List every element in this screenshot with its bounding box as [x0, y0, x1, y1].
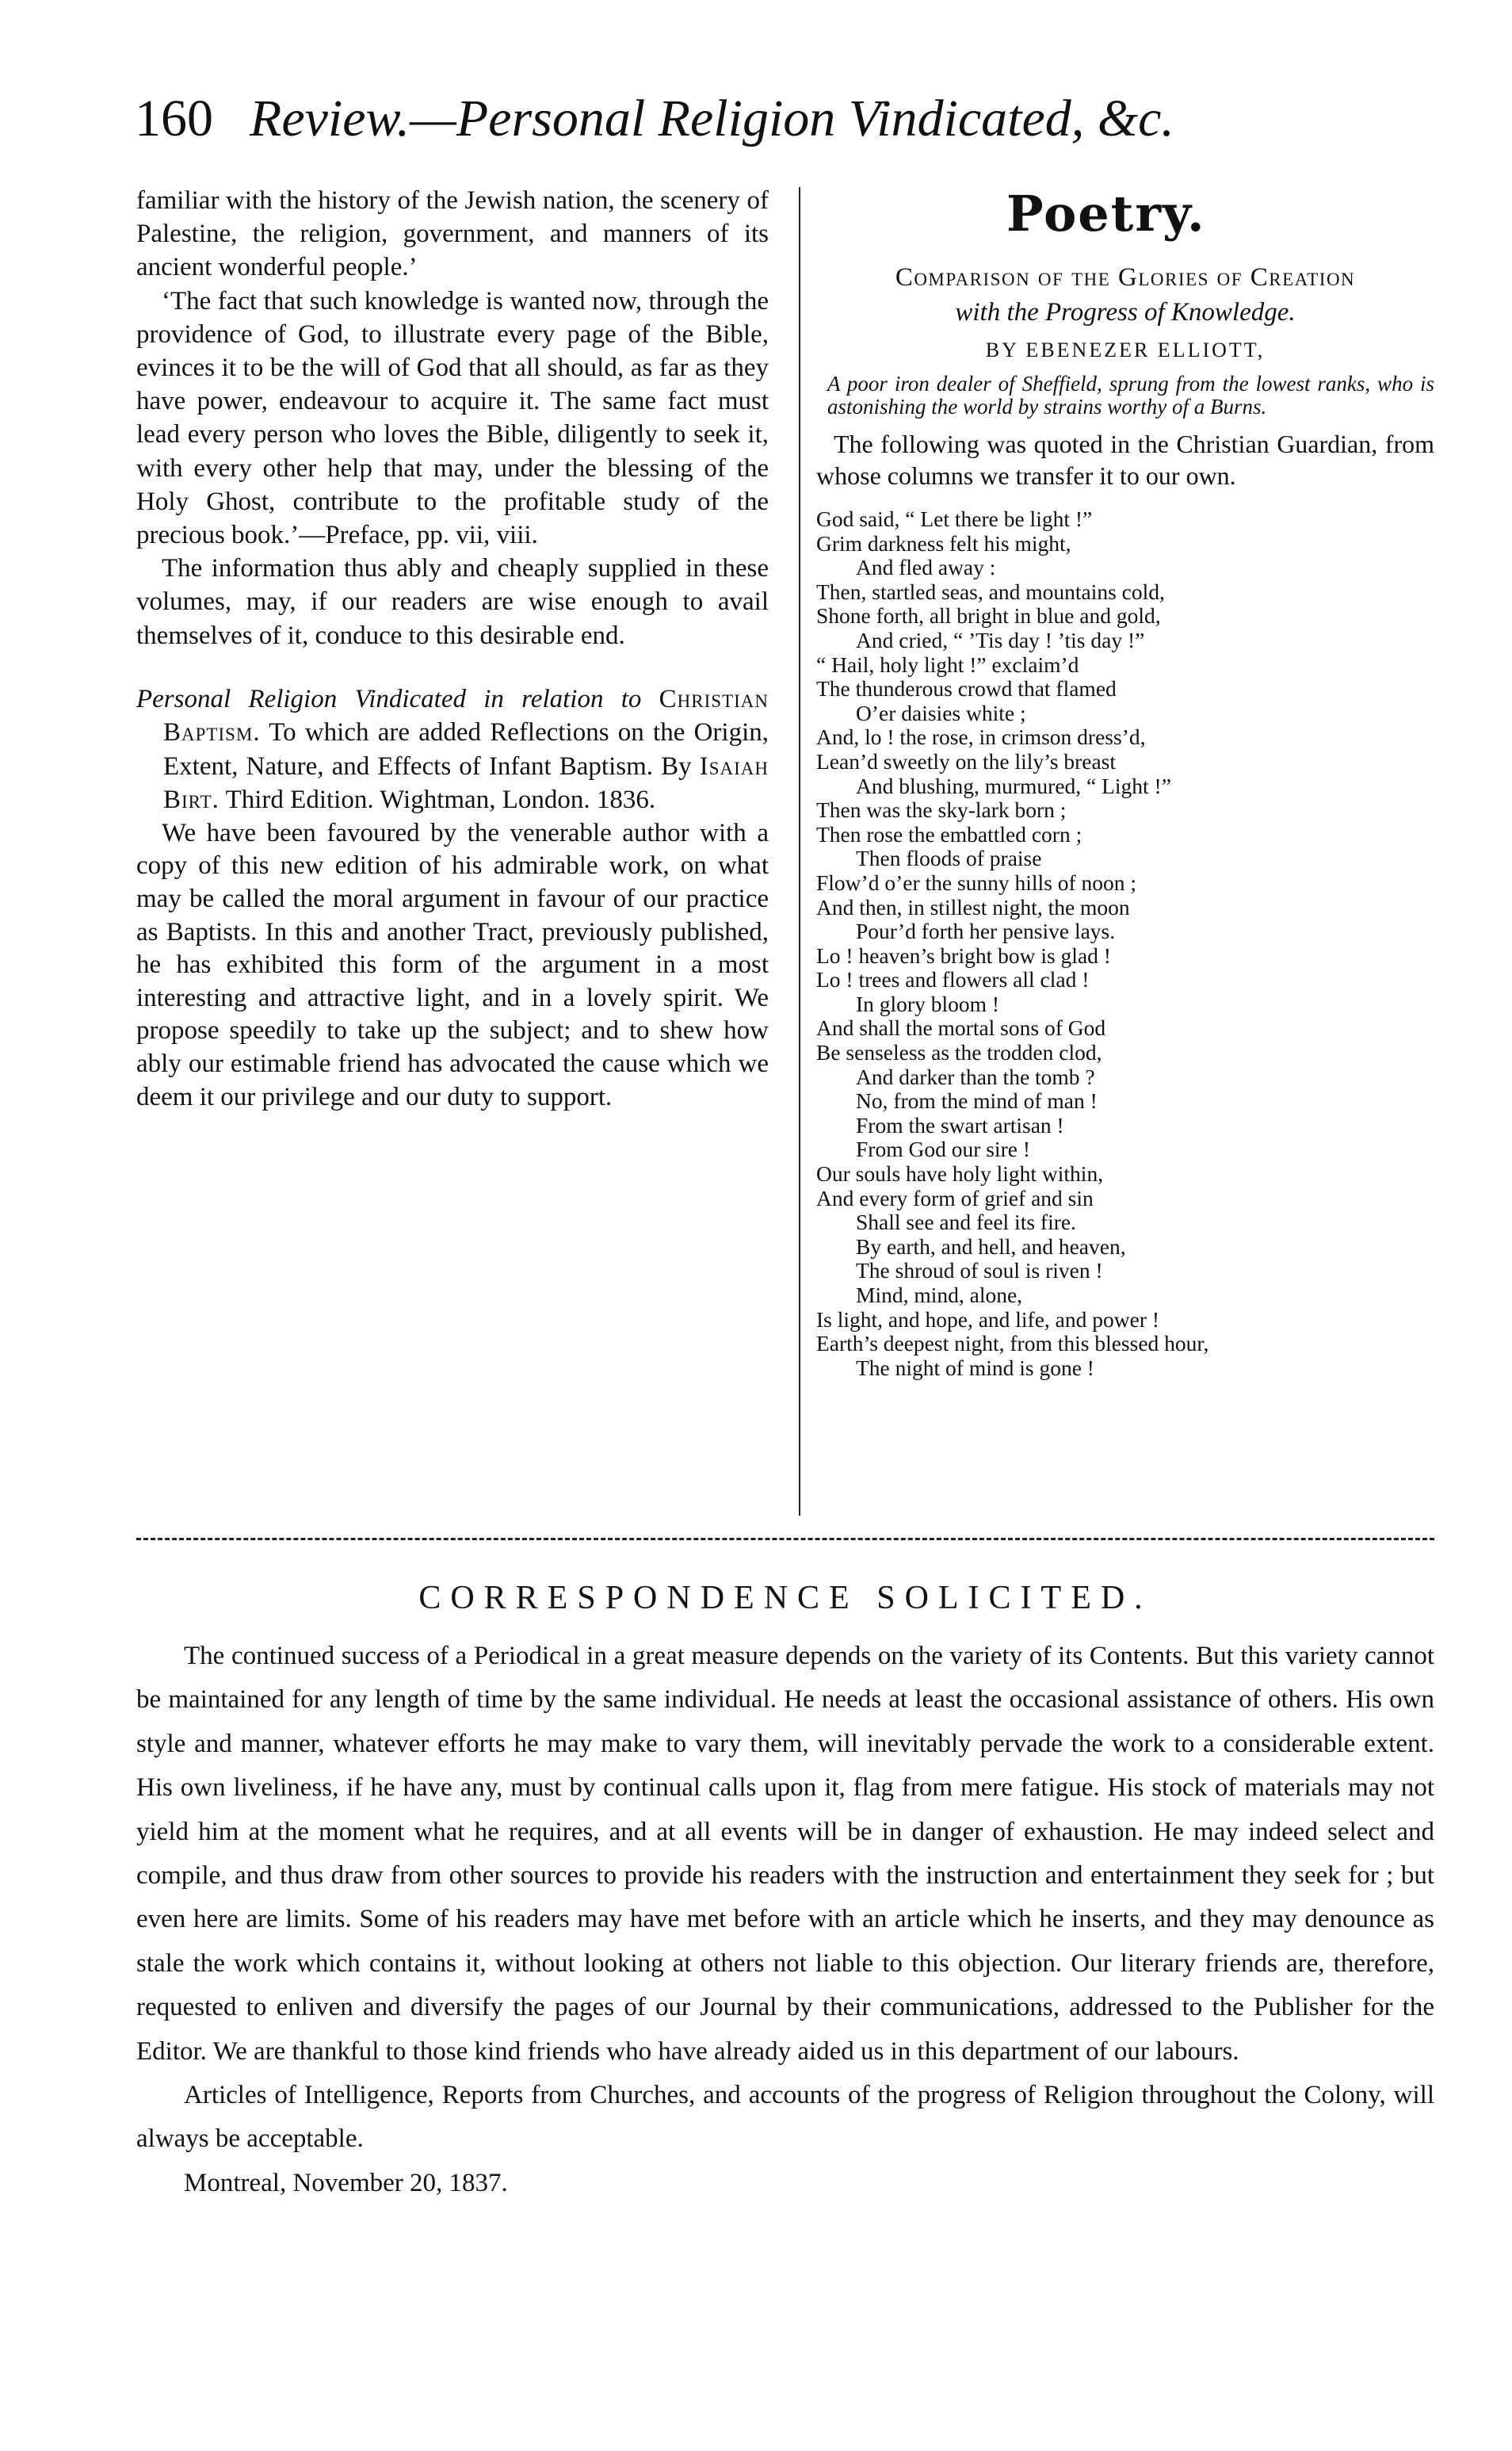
review-subject: Christian Baptism. [163, 684, 769, 748]
poem-line: And fled away : [856, 555, 996, 580]
poem-line: In glory bloom ! [856, 991, 1000, 1016]
poem-line: Lo ! trees and flowers all clad ! [816, 967, 1090, 992]
poem-line: From the swart artisan ! [856, 1112, 1064, 1138]
poem-title [816, 260, 1434, 330]
running-title: Review.—Personal Religion Vindicated, &c. [250, 90, 1174, 147]
poem-line: And then, in stillest night, the moon [816, 894, 1130, 920]
poem-byline: BY EBENEZER ELLIOTT, [985, 338, 1266, 361]
poem-line: Is light, and hope, and life, and power ! [816, 1306, 1160, 1332]
author-description: A poor iron dealer of Sheffield, sprung from the lowest ranks, who is astonishing the world by strains worthy of a Burns. [827, 372, 1434, 419]
poem-line: Lean’d sweetly on the lily’s breast [816, 748, 1117, 774]
left-paragraph-1: familiar with the history of the Jewish nation, the scenery of Palestine, the religion, government, and manners of its ancient wonderful people.’ [136, 186, 769, 282]
page-number: 160 [135, 90, 213, 147]
poem-line: God said, “ Let there be light !” [816, 507, 1093, 531]
column-divider [799, 187, 800, 1516]
left-column [136, 184, 769, 1114]
review-author: Isaiah Birt. [163, 751, 769, 815]
poem-introduction: The following was quoted in the Christian Guardian, from whose columns we transfer it to our own. [816, 430, 1434, 490]
running-head [135, 87, 1434, 151]
review-description: To which are added Reflections on the Origin, Extent, Nature, and Effects of Infant Baptism. By [163, 718, 769, 781]
poem-line: No, from the mind of man ! [856, 1088, 1098, 1114]
poem-line: Lo ! heaven’s bright bow is glad ! [816, 943, 1111, 968]
review-publication: Third Edition. Wightman, London. 1836. [225, 786, 656, 815]
poem-line: “ Hail, holy light !” exclaim’d [816, 652, 1079, 677]
review-heading [136, 683, 769, 817]
poem-line: Pour’d forth her pensive lays. [856, 919, 1116, 944]
right-column [816, 184, 1434, 1380]
poem-title-line-1: Comparison of the Glories of Creation [895, 263, 1356, 292]
poem-line: Then floods of praise [856, 846, 1042, 871]
poem-line: The night of mind is gone ! [856, 1355, 1094, 1380]
poem-line: By earth, and hell, and heaven, [856, 1233, 1126, 1259]
poem-line: O’er daisies white ; [856, 700, 1026, 725]
left-paragraph-3: The information thus ably and cheaply supplied in these volumes, may, if our readers are wise enough to avail themselves of it, conduce to this desirable end. [136, 554, 769, 650]
poem-line: Mind, mind, alone, [856, 1283, 1023, 1307]
poem-line: And cried, “ ’Tis day ! ’tis day !” [856, 627, 1145, 652]
poem-line: And, lo ! the rose, in crimson dress’d, [816, 725, 1146, 750]
left-paragraph-2: ‘The fact that such knowledge is wanted now, through the providence of God, to illustrate every page of the Bible, evinces it to be the will of God that all should, as far as they have power, endeavour to acquire it. The same fact must lead every person who loves the Bible, diligently to seek it, with every other help that may, under the blessing of the Holy Ghost, contribute to the profitable study of the precious book.’—Preface, pp. vii, viii. [136, 286, 769, 550]
section-divider [136, 1538, 1434, 1540]
poem-line: Grim darkness felt his might, [816, 530, 1071, 556]
poem-line: And shall the mortal sons of God [816, 1015, 1106, 1041]
poem-line: The shroud of soul is riven ! [856, 1258, 1103, 1283]
poem-line: And every form of grief and sin [816, 1185, 1094, 1210]
poem-line: Be senseless as the trodden clod, [816, 1040, 1102, 1065]
correspondence-body [136, 1635, 1434, 2205]
poem-line: And blushing, murmured, “ Light !” [856, 773, 1171, 798]
poem-line: Then rose the embattled corn ; [816, 821, 1082, 847]
correspondence-signoff: Montreal, November 20, 1837. [184, 2168, 508, 2197]
correspondence-heading: CORRESPONDENCE SOLICITED. [418, 1580, 1152, 1616]
poem-line: And darker than the tomb ? [856, 1064, 1095, 1089]
poem-line: From God our sire ! [856, 1137, 1030, 1162]
correspondence-paragraph-2: Articles of Intelligence, Reports from Churches, and accounts of the progress of Religion throughout the Colony, will always be acceptable. [136, 2081, 1434, 2154]
poem-line: Flow’d o’er the sunny hills of noon ; [816, 870, 1137, 895]
correspondence-paragraph-1: The continued success of a Periodical in a great measure depends on the variety of its Contents. But this variety cannot be maintained for any length of time by the same individual. He needs at least the occasional assistance of others. His own style and manner, whatever efforts he may make to vary them, will inevitably pervade the work to a considerable extent. His own liveliness, if he have any, must by continual calls upon it, flag from mere fatigue. His stock of materials may not yield him at the moment what he requires, and at all events will be in danger of exhaustion. He may indeed select and compile, and thus draw from other sources to provide his readers with the instruction and entertainment they seek for ; but even here are limits. Some of his readers may have met before with an article which he inserts, and they may denounce as stale the work which contains it, without looking at others not liable to this objection. Our literary friends are, therefore, requested to enliven and diversify the pages of our Journal by their communications, addressed to the Publisher for the Editor. We are thankful to those kind friends who have already aided us in this department of our labours. [136, 1642, 1434, 2066]
poem-line: Shone forth, all bright in blue and gold, [816, 603, 1161, 629]
review-paragraph: We have been favoured by the venerable author with a copy of this new edition of his admirable work, on what may be called the moral argument in favour of our practice as Baptists. In this and another Tract, previously published, he has exhibited this form of the argument in a most interesting and attractive light, and in a lovely spirit. We propose speedily to take up the subject; and to shew how ably our estimable friend has advocated the cause which we deem it our privilege and our duty to support. [136, 818, 769, 1111]
poem-line: The thunderous crowd that flamed [816, 676, 1117, 702]
poem-title-line-2: with the Progress of Knowledge. [955, 298, 1296, 327]
poetry-heading: Poetry. [1006, 185, 1206, 243]
poem-line: Shall see and feel its fire. [856, 1210, 1076, 1235]
poem-line: Then was the sky-lark born ; [816, 797, 1067, 823]
review-title: Personal Religion Vindicated in relation to [136, 684, 642, 713]
poem-line: Our souls have holy light within, [816, 1161, 1104, 1187]
poem-line: Then, startled seas, and mountains cold, [816, 579, 1165, 604]
poem-body [816, 507, 1434, 1380]
poem-line: Earth’s deepest night, from this blessed hour, [816, 1331, 1209, 1356]
